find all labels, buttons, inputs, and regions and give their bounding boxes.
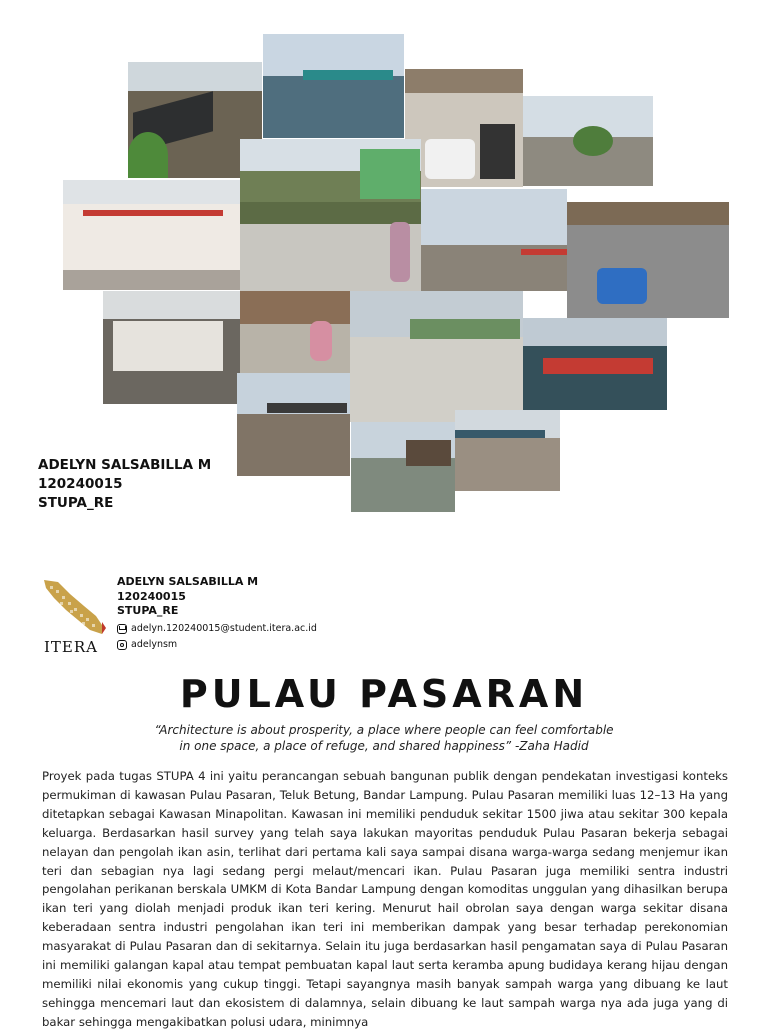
white-sacks	[425, 139, 475, 179]
photo-stilt-hut	[351, 422, 455, 512]
cover-program: STUPA_RE	[38, 495, 114, 511]
photo-women-sorting	[240, 291, 350, 373]
cover-name: ADELYN SALSABILLA M	[38, 457, 212, 473]
instagram-icon	[117, 640, 127, 650]
pavilion-roof	[267, 403, 347, 413]
quote	[120, 722, 648, 754]
quote-line-2: in one space, a place of refuge, and shared happiness” -Zaha Hadid	[179, 739, 589, 753]
photo-roof	[405, 69, 523, 93]
photo-sky	[523, 318, 667, 346]
photo-background	[240, 291, 350, 324]
shed-wall	[113, 321, 223, 371]
contact-email	[117, 623, 317, 634]
photo-jetty-walkway	[421, 189, 567, 291]
email-text: adelyn.120240015@student.itera.ac.id	[131, 623, 317, 634]
quote-line-1: “Architecture is about prosperity, a place where people can feel comfortable	[154, 723, 614, 737]
photo-warehouse-bags	[567, 202, 729, 318]
boat-hulls	[543, 358, 653, 374]
photo-moored-boats	[523, 318, 667, 410]
green-house-wall	[360, 149, 420, 199]
photo-roof	[103, 291, 240, 319]
photo-trees	[240, 202, 421, 224]
photo-red-building	[63, 180, 240, 290]
photo-pavilion	[237, 373, 350, 476]
author-student-id: 120240015	[117, 589, 186, 603]
itera-logo-text: ITERA	[44, 638, 99, 656]
palm-trees	[573, 126, 613, 156]
red-columns	[83, 210, 223, 216]
author-block	[117, 575, 258, 619]
red-railing	[521, 249, 567, 255]
photo-sky	[421, 189, 567, 245]
photo-water	[351, 458, 455, 512]
contact-instagram	[117, 639, 177, 650]
photo-drying-workers	[240, 202, 421, 291]
cover-student-id: 120240015	[38, 476, 123, 492]
photo-drying-racks-village	[350, 291, 523, 422]
email-icon	[117, 624, 127, 634]
body-paragraph: Proyek pada tugas STUPA 4 ini yaitu perancangan sebuah bangunan publik dengan pendekatan investigasi konteks permukiman di kawasan Pulau Pasaran, Teluk Betung, Bandar Lampung. Pulau Pasaran memiliki luas 12–13 Ha yang ditetapkan sebagai Kawasan Minapolitan. Kawasan ini memiliki penduduk sekitar 1500 jiwa atau sekitar 300 kepala keluarga. Berdasarkan hasil survey yang telah saya lakukan mayoritas penduduk Pulau Pasaran bekerja sebagai nelayan dan pengolah ikan asin, terlihat dari pertama kali saya sampai disana warga-warga sedang menjemur ikan teri dan sebagian nya lagi sedang pergi melaut/mencari ikan. Pulau Pasaran juga memiliki sentra industri pengolahan perikanan berskala UMKM di Kota Bandar Lampung dengan komoditas unggulan yang dihasilkan berupa ikan teri yang diolah menjadi produk ikan teri kering. Menurut hail obrolan saya dengan warga sekitar disana keberadaan sentra industri pengolahan ikan teri ini memberikan dampak yang besar terhadap perekonomian masyarakat di Pulau Pasaran dan di sekitarnya. Selain itu juga berdasarkan hasil pengamatan saya di Pulau Pasaran ini memiliki galangan kapal atau tempat pembuatan kapal laut serta keramba apung budidaya kerang hijau dengan memiliki nilai ekonomis yang cukup tinggi. Tetapi sayangnya masih banyak sampah warga yang dibuang ke laut sehingga mencemari laut dan ekosistem di dalamnya, selain dibuang ke laut sampah warga nya ada juga yang di bakar sehingga mengakibatkan polusi udara, minimnya	[42, 769, 728, 1029]
photo-ground	[455, 438, 560, 491]
photo-floor	[240, 324, 350, 373]
instagram-text: adelynsm	[131, 639, 178, 650]
photo-waterfront-palms	[523, 96, 653, 186]
stall-roof	[455, 430, 545, 438]
photo-ground	[237, 414, 350, 476]
palm-plant	[128, 132, 168, 178]
stilt-hut	[406, 440, 451, 466]
page-title: PULAU PASARAN	[179, 672, 589, 716]
photo-fish-market-bags	[405, 69, 523, 187]
worker-figure	[390, 222, 410, 282]
blue-sacks	[597, 268, 647, 304]
photo-floor	[567, 225, 729, 318]
photo-water	[263, 76, 404, 138]
photo-harbor-boats	[263, 34, 404, 138]
cover-identity	[38, 456, 211, 513]
photo-workshop-shed	[103, 291, 240, 404]
author-name: ADELYN SALSABILLA M	[117, 575, 259, 588]
worker-figure	[310, 321, 332, 361]
boats	[303, 70, 393, 80]
author-program: STUPA_RE	[117, 604, 179, 617]
photo-green-house	[240, 139, 421, 202]
village-houses	[410, 319, 520, 339]
photo-sky	[128, 62, 262, 91]
photo-market-stalls	[455, 410, 560, 491]
photo-roof	[567, 202, 729, 225]
dark-crates	[480, 124, 515, 179]
photo-water	[523, 346, 667, 410]
